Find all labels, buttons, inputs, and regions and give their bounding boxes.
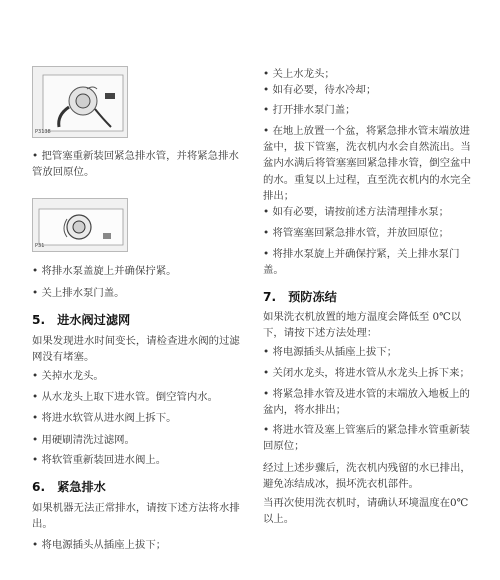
s7-step-3: • 将紧急排水管及进水管的末端放入地板上的盆内，将水排出；	[263, 386, 475, 418]
section-7-note-2: 当再次使用洗衣机时，请确认环境温度在0℃以上。	[263, 497, 469, 526]
section-6-heading	[32, 478, 106, 495]
figure-label: P3138	[35, 129, 51, 135]
r-step-4: • 在地上放置一个盆，将紧急排水管末端放进盆中，拔下管塞，洗衣机内水会自然流出。当盆内水满后将管塞塞回紧急排水管，倒空盆中的水。重复以上过程，直至洗衣机内的水完全排出；	[263, 123, 475, 204]
section-number: 7.	[263, 290, 277, 304]
s5-step-3: • 将进水软管从进水阀上拆下。	[32, 410, 177, 426]
section-5-heading	[32, 311, 130, 328]
s7-step-2: • 关闭水龙头，将进水管从水龙头上拆下来；	[263, 365, 475, 381]
section-7-note-1: 经过上述步骤后，洗衣机内残留的水已排出，避免冻结成冰，损坏洗衣机部件。	[263, 462, 471, 491]
hose-illustration	[33, 67, 127, 137]
s5-step-2: • 从水龙头上取下进水管。倒空管内水。	[32, 389, 218, 405]
s6-step-1: • 将电源插头从插座上拔下；	[32, 537, 166, 553]
r-step-1: • 关上水龙头；	[263, 66, 335, 82]
s5-step-5: • 将软管重新装回进水阀上。	[32, 452, 166, 468]
section-title: 紧急排水	[57, 480, 106, 494]
step-tighten-pump-cover: • 将排水泵盖旋上并确保拧紧。	[32, 263, 177, 279]
r-step-5: • 如有必要，请按前述方法清理排水泵；	[263, 204, 449, 220]
s5-step-4: • 用硬刷清洗过滤网。	[32, 432, 135, 448]
s7-step-4: • 将进水管及塞上管塞后的紧急排水管重新装回原位；	[263, 422, 475, 454]
r-step-6: • 将管塞塞回紧急排水管，并放回原位；	[263, 225, 449, 241]
section-number: 5.	[32, 313, 46, 327]
section-7-intro: 如果洗衣机放置的地方温度会降低至 0℃以下，请按下述方法处理：	[263, 311, 462, 340]
section-title: 进水阀过滤网	[57, 313, 131, 327]
section-title: 预防冻结	[288, 290, 337, 304]
figure-label: P31	[35, 243, 45, 249]
step-close-pump-door: • 关上排水泵门盖。	[32, 285, 125, 301]
section-number: 6.	[32, 480, 46, 494]
figure-pump-cover	[32, 198, 128, 252]
section-6-intro: 如果机器无法正常排水，请按下述方法将水排出。	[32, 502, 240, 531]
step-reinsert-plug: • 把管塞重新装回紧急排水管，并将紧急排水管放回原位。	[32, 148, 244, 180]
r-step-3: • 打开排水泵门盖；	[263, 102, 356, 118]
section-5-intro: 如果发现进水时间变长，请检查进水阀的过滤网没有堵塞。	[32, 335, 240, 364]
s7-step-1: • 将电源插头从插座上拔下；	[263, 344, 397, 360]
figure-emergency-drain-hose	[32, 66, 128, 138]
section-7-heading	[263, 288, 337, 305]
pump-cover-illustration	[33, 199, 127, 251]
r-step-2: • 如有必要，待水冷却；	[263, 82, 376, 98]
r-step-7: • 将排水泵旋上并确保拧紧，关上排水泵门盖。	[263, 246, 475, 278]
s5-step-1: • 关掉水龙头。	[32, 368, 104, 384]
